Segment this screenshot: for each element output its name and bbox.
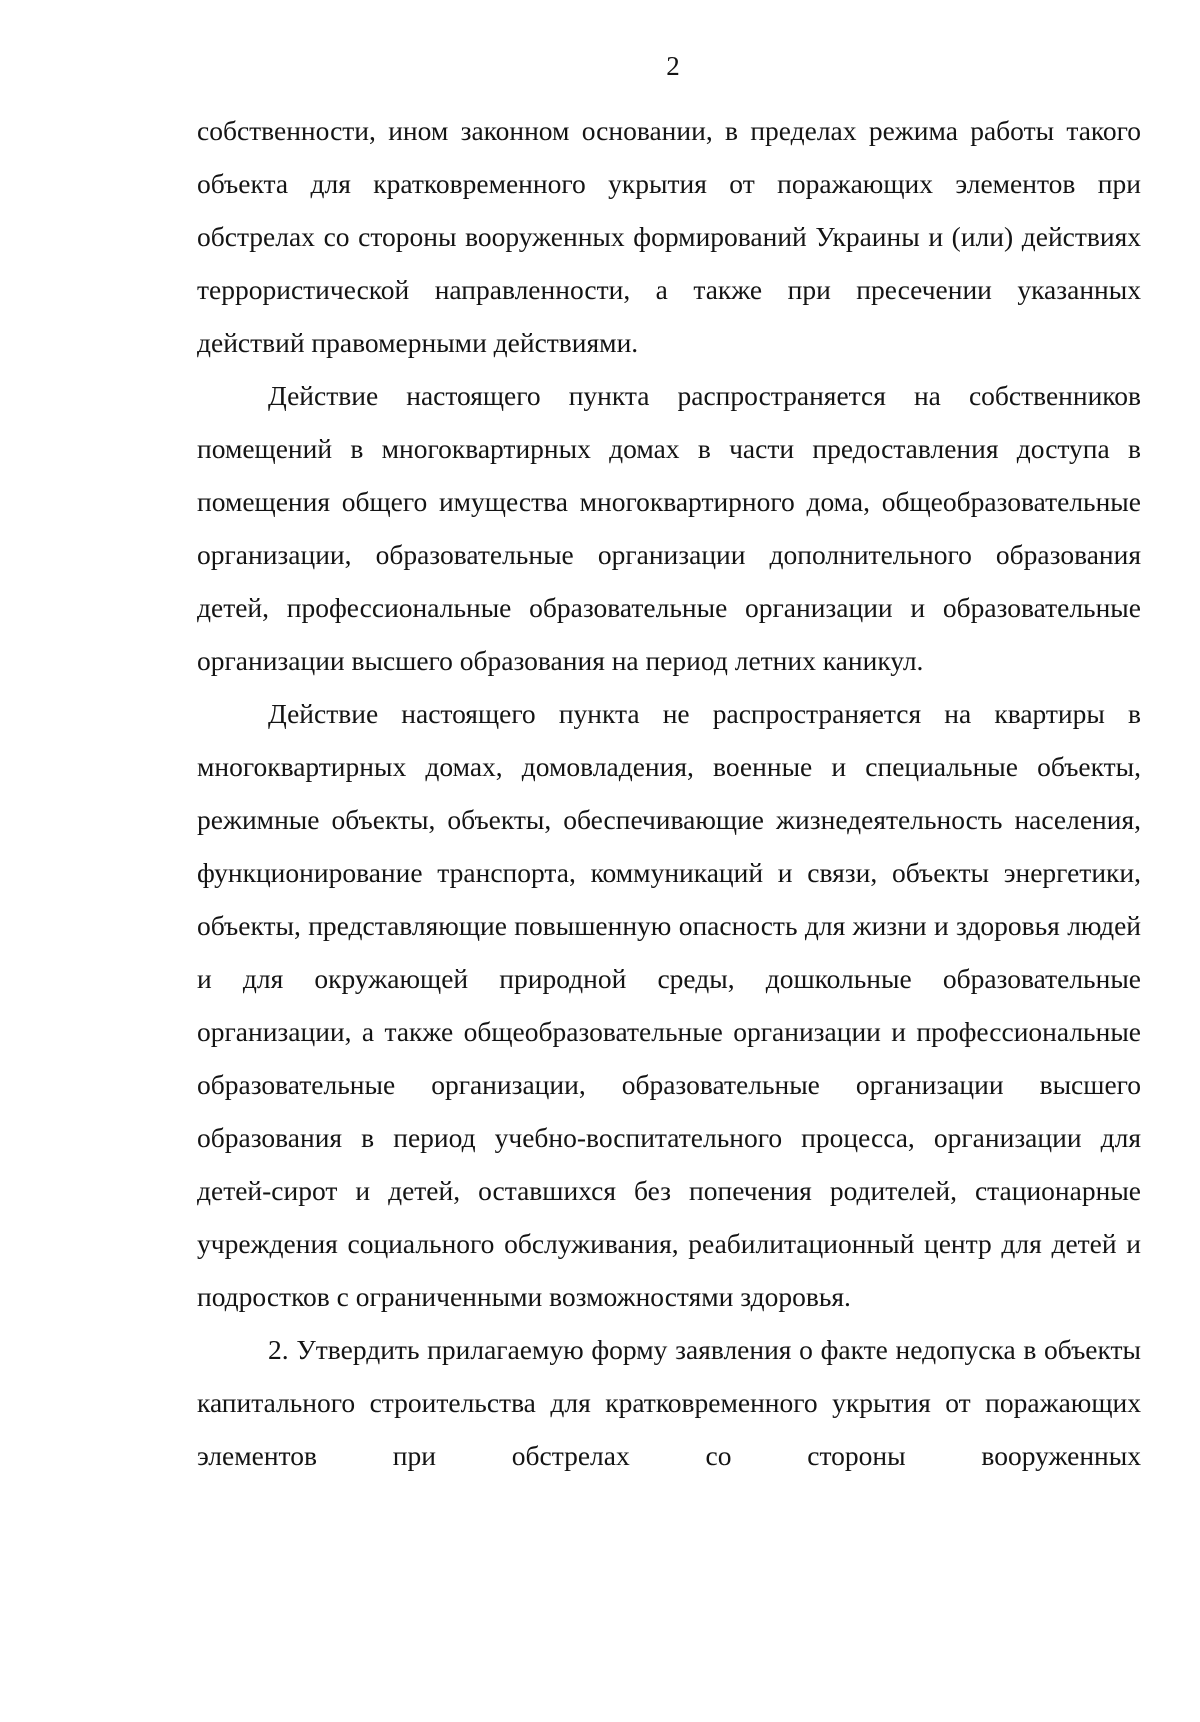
- document-body: [197, 104, 1141, 1482]
- paragraph-continuation: собственности, ином законном основании, в пределах режима работы такого объекта для кратковременного укрытия от поражающих элементов при обстрелах со стороны вооруженных формирований Украины и (или) действиях террористической направленности, а также при пресечении указанных действий правомерными действиями.: [197, 115, 1141, 358]
- paragraph-scope-applies: Действие настоящего пункта распространяется на собственников помещений в многоквартирных домах в части предоставления доступа в помещения общего имущества многоквартирного дома, общеобразовательные организации, образовательные организации дополнительного образования детей, профессиональные образовательные организации и образовательные организации высшего образования на период летних каникул.: [197, 380, 1141, 676]
- paragraph-item-2: 2. Утвердить прилагаемую форму заявления о факте недопуска в объекты капитального строительства для кратковременного укрытия от поражающих элементов при обстрелах со стороны вооруженных: [197, 1334, 1141, 1471]
- paragraph-scope-excludes: Действие настоящего пункта не распространяется на квартиры в многоквартирных домах, домовладения, военные и специальные объекты, режимные объекты, объекты, обеспечивающие жизнедеятельность населения, функционирование транспорта, коммуникаций и связи, объекты энергетики, объекты, представляющие повышенную опасность для жизни и здоровья людей и для окружающей природной среды, дошкольные образовательные организации, а также общеобразовательные организации и профессиональные образовательные организации, образовательные организации высшего образования в период учебно-воспитательного процесса, организации для детей-сирот и детей, оставшихся без попечения родителей, стационарные учреждения социального обслуживания, реабилитационный центр для детей и подростков с ограниченными возможностями здоровья.: [197, 698, 1141, 1312]
- page-number: 2: [666, 51, 680, 81]
